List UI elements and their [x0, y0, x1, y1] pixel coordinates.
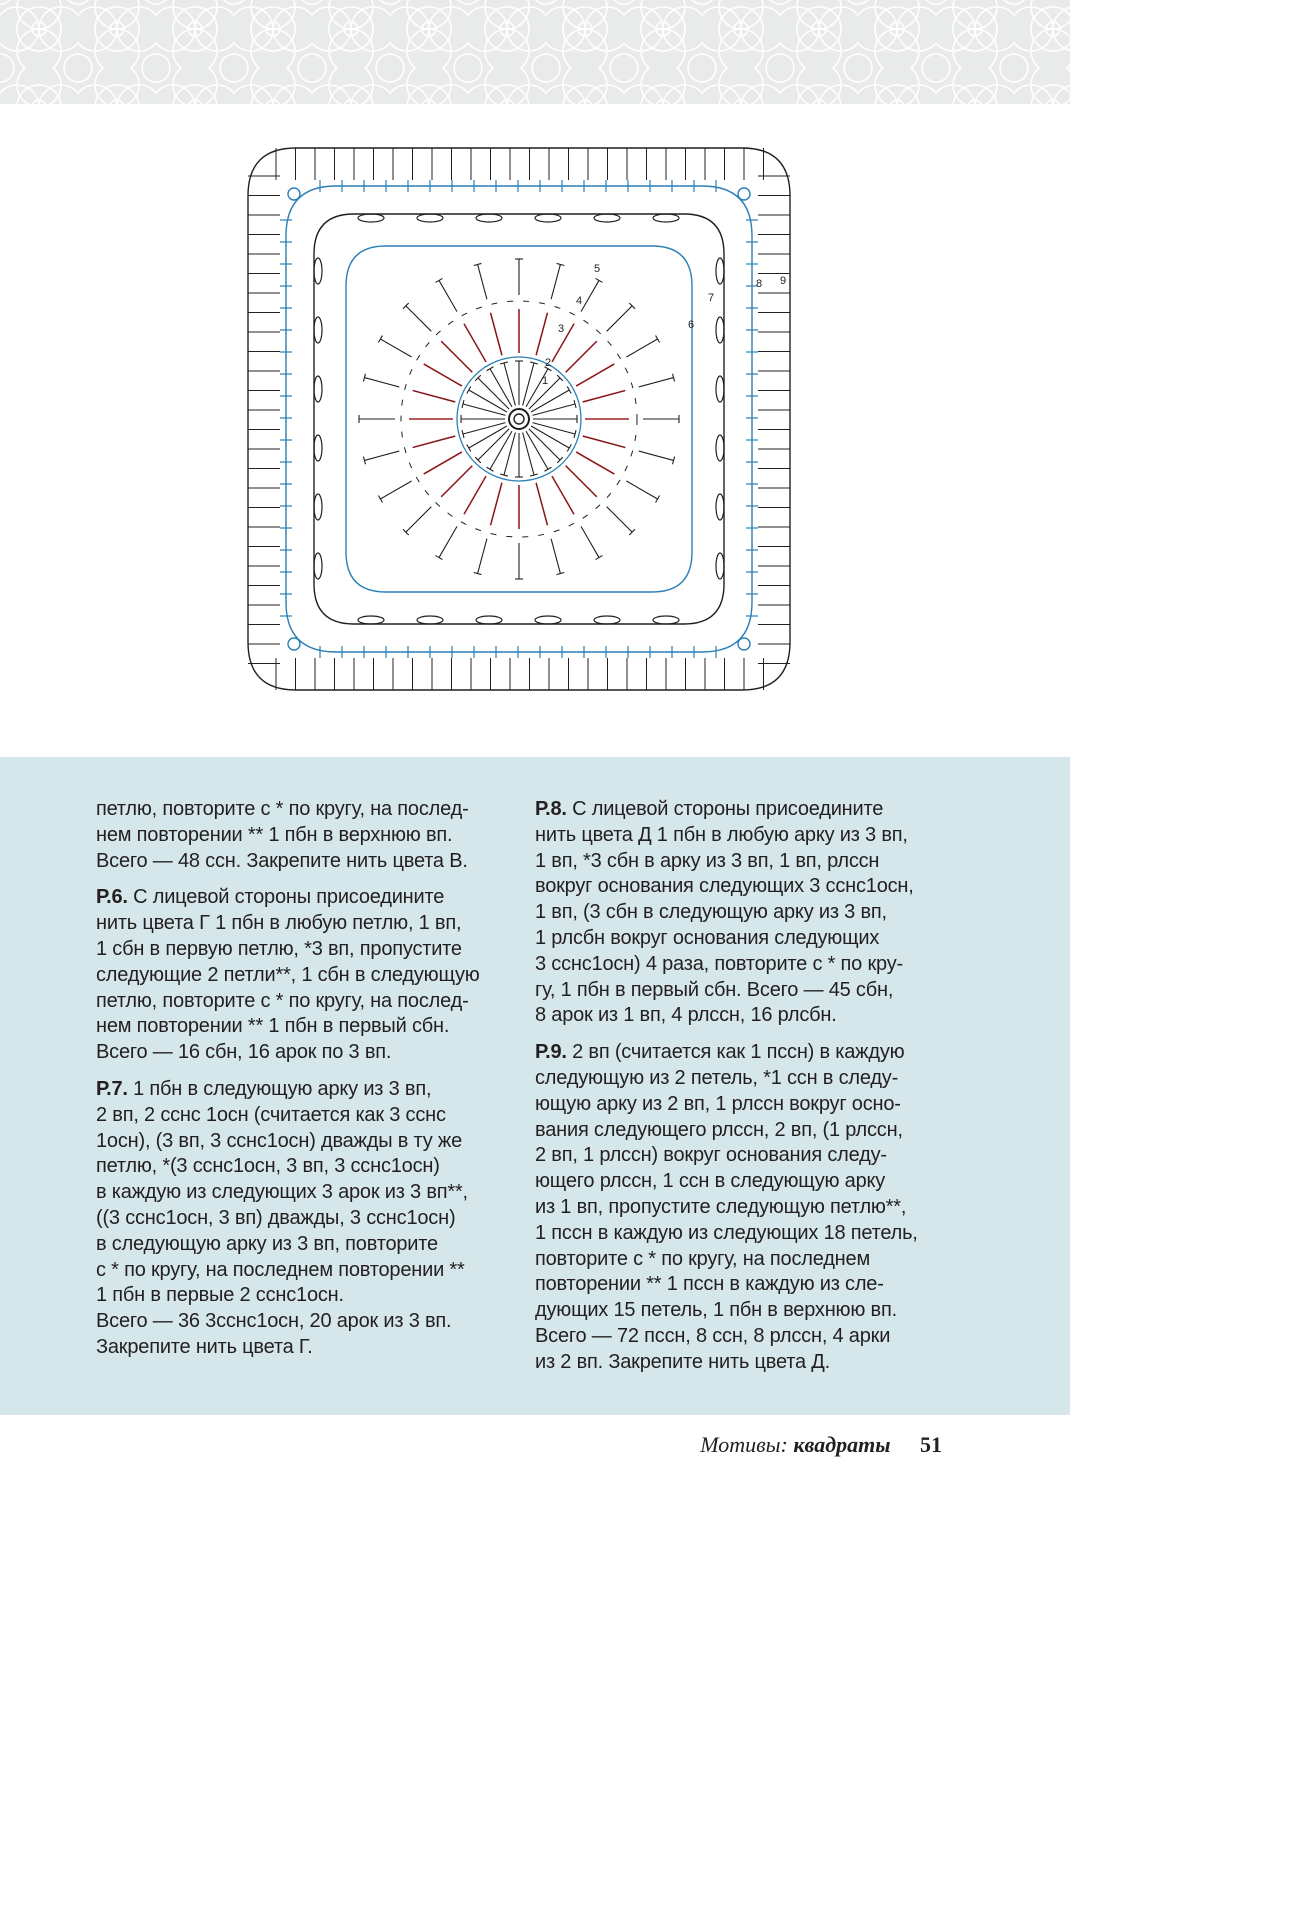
- instruction-line: [535, 1066, 955, 1092]
- round-number-label: 2: [545, 357, 552, 369]
- round-5-top: [596, 278, 603, 282]
- instruction-line: [96, 1103, 516, 1129]
- round-5-stitch: [364, 378, 399, 387]
- round-label: Р.8.: [535, 798, 567, 820]
- instruction-line: [535, 1092, 955, 1118]
- round-5-stitch: [639, 378, 674, 387]
- diagram-frame: [248, 148, 790, 690]
- round-7-puff: [535, 616, 561, 624]
- round-5-stitch: [626, 339, 657, 357]
- instruction-text: нем повторении ** 1 пбн в первый сбн.: [96, 1015, 450, 1038]
- instruction-line: [96, 1206, 516, 1232]
- round-number-label: 5: [594, 263, 601, 275]
- round-3-outline: [583, 391, 626, 402]
- round-7-puff: [716, 376, 724, 402]
- instruction-line: [535, 797, 955, 823]
- diagram-stitches: [248, 148, 790, 690]
- instruction-text: из 2 вп. Закрепите нить цвета Д.: [535, 1350, 830, 1373]
- chapter-subtitle: квадраты: [793, 1432, 891, 1457]
- round-5-stitch: [551, 539, 560, 574]
- instruction-paragraph: [535, 1040, 955, 1375]
- round-number-label: 4: [576, 295, 583, 307]
- instruction-text: петлю, *(3 сснс1осн, 3 вп, 3 сснс1осн): [96, 1155, 440, 1178]
- instruction-line: [96, 1129, 516, 1155]
- round-3-outline: [464, 324, 486, 362]
- round-5-stitch: [364, 451, 399, 460]
- round-5-stitch: [478, 539, 487, 574]
- instruction-text: ((3 сснс1осн, 3 вп) дважды, 3 сснс1осн): [96, 1206, 456, 1229]
- round-number-label: 6: [688, 319, 695, 331]
- round-1-top: [487, 367, 494, 371]
- round-7-puff: [314, 258, 322, 284]
- round-7-puff: [314, 317, 322, 343]
- instruction-line: [535, 874, 955, 900]
- round-9-outline: [248, 148, 790, 690]
- corner-loop: [288, 638, 300, 650]
- instruction-text: ющую арку из 2 вп, 1 рлссн вокруг осно-: [535, 1092, 901, 1115]
- round-7-puff: [417, 616, 443, 624]
- round-3-outline: [424, 364, 462, 386]
- round-3-outline: [491, 483, 502, 526]
- round-1-stitch: [533, 423, 576, 434]
- magic-ring: [509, 409, 529, 429]
- round-label: Р.7.: [96, 1077, 128, 1100]
- instruction-text: Всего — 36 3сснс1осн, 20 арок из 3 вп.: [96, 1310, 452, 1333]
- instruction-text: с * по кругу, на последнем повторении **: [96, 1258, 465, 1281]
- round-7-puff: [716, 258, 724, 284]
- round-5-stitch: [439, 280, 457, 311]
- round-5-top: [436, 278, 443, 282]
- lace-pattern: [0, 0, 1070, 104]
- instruction-text: вокруг основания следующих 3 сснс1осн,: [535, 875, 914, 898]
- instruction-line: [96, 1258, 516, 1284]
- instruction-text: дующих 15 петель, 1 пбн в верхнюю вп.: [535, 1299, 897, 1322]
- instruction-line: [96, 1180, 516, 1206]
- round-5-stitch: [380, 481, 411, 499]
- round-5-top: [656, 496, 660, 503]
- instruction-line: [535, 1298, 955, 1324]
- round-3-outline: [441, 341, 472, 372]
- round-3-outline: [424, 452, 462, 474]
- instruction-line: [96, 1014, 516, 1040]
- instruction-text: 8 арок из 1 вп, 4 рлссн, 16 рлсбн.: [535, 1004, 837, 1027]
- instruction-text: 1 пссн в каждую из следующих 18 петель,: [535, 1221, 918, 1244]
- instruction-line: [535, 926, 955, 952]
- round-7-puff: [476, 214, 502, 222]
- instruction-line: [96, 1232, 516, 1258]
- instruction-paragraph: [96, 1077, 516, 1361]
- instruction-text: нить цвета Д 1 пбн в любую арку из 3 вп,: [535, 823, 908, 846]
- instruction-line: [535, 900, 955, 926]
- instruction-paragraph: [96, 885, 516, 1066]
- round-5-stitch: [439, 526, 457, 557]
- instruction-line: [535, 1040, 955, 1066]
- instruction-line: [535, 952, 955, 978]
- instruction-text: 1 сбн в первую петлю, *3 вп, пропустите: [96, 937, 462, 960]
- round-number-label: 8: [756, 278, 763, 290]
- instruction-text: Всего — 72 пссн, 8 ссн, 8 рлссн, 4 арки: [535, 1324, 891, 1347]
- instruction-text: следующую из 2 петель, *1 ссн в следу-: [535, 1066, 899, 1089]
- round-7-puff: [417, 214, 443, 222]
- round-number-label: 3: [558, 323, 565, 335]
- round-7-puff: [716, 553, 724, 579]
- instruction-text: из 1 вп, пропустите следующую петлю**,: [535, 1195, 907, 1218]
- instruction-line: [96, 1335, 516, 1361]
- round-5-stitch: [406, 306, 431, 331]
- instruction-text: 1 пбн в следующую арку из 3 вп,: [127, 1077, 432, 1100]
- corner-loop: [738, 638, 750, 650]
- round-5-stitch: [478, 264, 487, 299]
- instruction-line: [535, 1350, 955, 1376]
- round-3-outline: [536, 313, 547, 356]
- instruction-text: С лицевой стороны присоедините: [566, 798, 884, 820]
- instruction-text: ющего рлссн, 1 ссн в следующую арку: [535, 1170, 886, 1193]
- round-3-outline: [552, 476, 574, 514]
- round-5-stitch: [406, 507, 431, 532]
- round-3-outline: [441, 466, 472, 497]
- round-5-stitch: [581, 526, 599, 557]
- round-1-top: [467, 445, 471, 452]
- round-1-stitch: [523, 433, 534, 476]
- instruction-text: нить цвета Г 1 пбн в любую петлю, 1 вп,: [96, 912, 462, 935]
- instruction-line: [96, 911, 516, 937]
- instruction-text: 1осн), (3 вп, 3 сснс1осн) дважды в ту же: [96, 1129, 463, 1152]
- instruction-line: [535, 1324, 955, 1350]
- instruction-text: 2 вп (считается как 1 пссн) в каждую: [566, 1041, 905, 1064]
- instruction-text: 2 вп, 2 сснс 1осн (считается как 3 сснс: [96, 1103, 446, 1126]
- round-5-top: [596, 556, 603, 560]
- instruction-text: 2 вп, 1 рлссн) вокруг основания следу-: [535, 1144, 887, 1167]
- round-3-outline: [491, 313, 502, 356]
- round-1-stitch: [504, 363, 515, 406]
- round-7-puff: [594, 616, 620, 624]
- corner-loop: [738, 188, 750, 200]
- instruction-text: повторении ** 1 пссн в каждую из сле-: [535, 1273, 884, 1296]
- round-1-stitch: [523, 363, 534, 406]
- instruction-line: [96, 823, 516, 849]
- round-1-stitch: [463, 404, 506, 415]
- corner-loop: [288, 188, 300, 200]
- round-number-label: 7: [708, 292, 715, 304]
- instruction-text: Закрепите нить цвета Г.: [96, 1335, 313, 1358]
- instruction-line: [96, 1283, 516, 1309]
- instructions-panel: [0, 757, 1070, 1415]
- round-1-top: [487, 467, 494, 471]
- round-7-puff: [314, 494, 322, 520]
- round-1-stitch: [504, 433, 515, 476]
- round-5-stitch: [626, 481, 657, 499]
- round-3-outline: [576, 364, 614, 386]
- page-footer: [700, 1432, 942, 1458]
- instruction-text: С лицевой стороны присоедините: [127, 886, 445, 909]
- round-1-top: [567, 445, 571, 452]
- round-7-puff: [358, 214, 384, 222]
- round-7-puff: [535, 214, 561, 222]
- round-1-top: [567, 387, 571, 394]
- round-1-stitch: [533, 404, 576, 415]
- instruction-text: вания следующего рлссн, 2 вп, (1 рлссн,: [535, 1118, 903, 1141]
- round-number-label: 1: [542, 375, 549, 387]
- round-3-outline: [583, 436, 626, 447]
- round-1-top: [545, 467, 552, 471]
- instruction-line: [535, 978, 955, 1004]
- instruction-paragraph: [96, 797, 516, 874]
- round-7-puff: [716, 494, 724, 520]
- round-7-puff: [358, 616, 384, 624]
- round-3-outline: [576, 452, 614, 474]
- instruction-line: [535, 1247, 955, 1273]
- round-5-stitch: [380, 339, 411, 357]
- instruction-line: [535, 1143, 955, 1169]
- instruction-line: [535, 1003, 955, 1029]
- round-5-stitch: [607, 507, 632, 532]
- round-label: Р.6.: [96, 886, 128, 909]
- round-1-stitch: [463, 423, 506, 434]
- instruction-line: [96, 963, 516, 989]
- instruction-text: Всего — 48 ссн. Закрепите нить цвета В.: [96, 849, 468, 872]
- round-3-outline: [566, 341, 597, 372]
- instruction-text: гу, 1 пбн в первый сбн. Всего — 45 сбн,: [535, 978, 894, 1001]
- round-5-top: [378, 496, 382, 503]
- round-3-outline: [413, 391, 456, 402]
- instruction-text: в каждую из следующих 3 арок из 3 вп**,: [96, 1181, 468, 1204]
- instruction-text: 1 вп, *3 сбн в арку из 3 вп, 1 вп, рлссн: [535, 849, 880, 872]
- round-7-puff: [716, 317, 724, 343]
- round-7-puff: [716, 435, 724, 461]
- round-5-stitch: [551, 264, 560, 299]
- instruction-line: [96, 1309, 516, 1335]
- instruction-line: [535, 1169, 955, 1195]
- instruction-line: [535, 849, 955, 875]
- round-3-outline: [464, 476, 486, 514]
- round-1-top: [467, 387, 471, 394]
- instruction-line: [535, 1272, 955, 1298]
- round-5-top: [378, 336, 382, 343]
- round-7-puff: [594, 214, 620, 222]
- round-7-puff: [653, 214, 679, 222]
- instructions-right-column: [535, 797, 955, 1387]
- instruction-line: [96, 1077, 516, 1103]
- instruction-line: [535, 1221, 955, 1247]
- round-7-puff: [314, 553, 322, 579]
- instruction-text: Всего — 16 сбн, 16 арок по 3 вп.: [96, 1041, 392, 1064]
- round-3-outline: [566, 466, 597, 497]
- round-5-stitch: [581, 280, 599, 311]
- instruction-line: [535, 823, 955, 849]
- instruction-text: 1 пбн в первые 2 сснс1осн.: [96, 1284, 344, 1307]
- instruction-text: петлю, повторите с * по кругу, на послед-: [96, 989, 469, 1012]
- instruction-line: [535, 1195, 955, 1221]
- instruction-text: нем повторении ** 1 пбн в верхнюю вп.: [96, 823, 453, 846]
- round-5-top: [436, 556, 443, 560]
- round-7-puff: [314, 376, 322, 402]
- instruction-line: [535, 1118, 955, 1144]
- round-5-top: [656, 336, 660, 343]
- instruction-line: [96, 937, 516, 963]
- round-6-outline: [346, 246, 695, 592]
- page-number: 51: [920, 1432, 942, 1457]
- instruction-text: 1 рлсбн вокруг основания следующих: [535, 926, 880, 949]
- instruction-text: следующие 2 петли**, 1 сбн в следующую: [96, 963, 480, 986]
- instruction-text: 1 вп, (3 сбн в следующую арку из 3 вп,: [535, 901, 887, 924]
- instruction-text: петлю, повторите с * по кругу, на послед-: [96, 798, 469, 820]
- round-3-outline: [413, 436, 456, 447]
- crochet-square-diagram: [236, 136, 802, 702]
- round-3-outline: [536, 483, 547, 526]
- round-7-puff: [653, 616, 679, 624]
- round-labels: [542, 263, 786, 387]
- instruction-line: [96, 849, 516, 875]
- instruction-text: 3 сснс1осн) 4 раза, повторите с * по кру-: [535, 952, 903, 975]
- round-7-puff: [476, 616, 502, 624]
- round-number-label: 9: [780, 275, 787, 287]
- instruction-text: повторите с * по кругу, на последнем: [535, 1247, 870, 1270]
- header-lace-band: [0, 0, 1070, 104]
- round-5-stitch: [639, 451, 674, 460]
- instruction-line: [96, 797, 516, 823]
- round-5-stitch: [607, 306, 632, 331]
- instruction-line: [96, 885, 516, 911]
- instructions-left-column: [96, 797, 516, 1372]
- round-label: Р.9.: [535, 1041, 567, 1064]
- instruction-line: [96, 1154, 516, 1180]
- instruction-paragraph: [535, 797, 955, 1029]
- instruction-line: [96, 989, 516, 1015]
- round-7-puff: [314, 435, 322, 461]
- chapter-title: Мотивы:: [700, 1432, 788, 1457]
- instruction-line: [96, 1040, 516, 1066]
- instruction-text: в следующую арку из 3 вп, повторите: [96, 1232, 438, 1255]
